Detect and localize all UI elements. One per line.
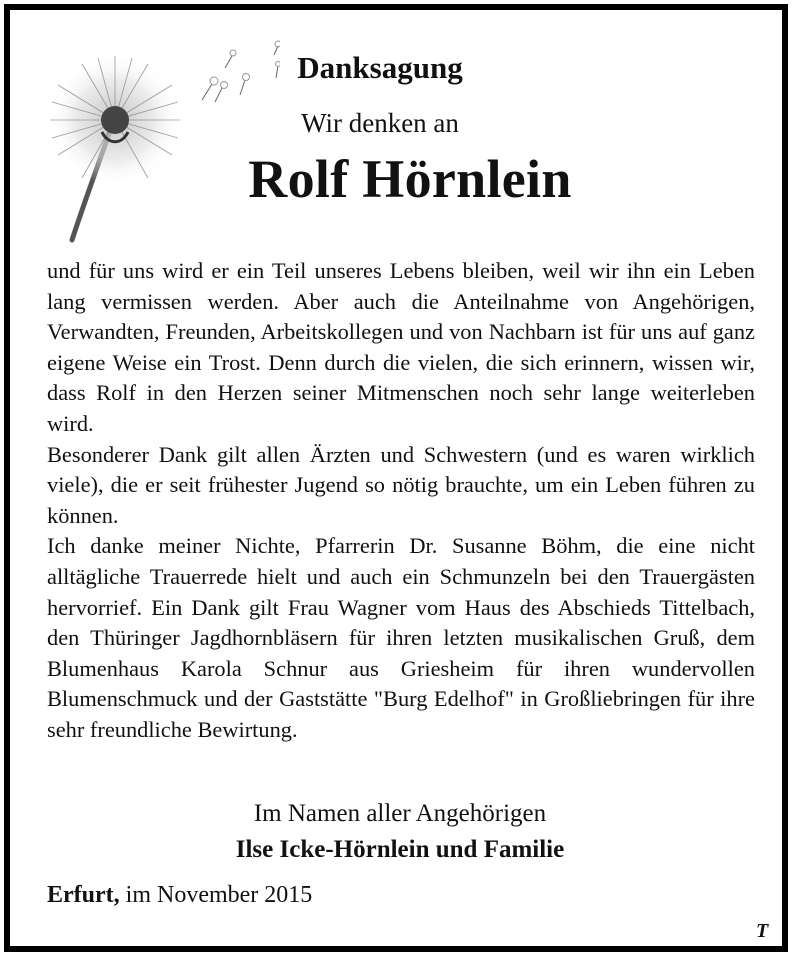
signature-family: Ilse Icke-Hörnlein und Familie: [235, 836, 565, 863]
body-paragraph: Ich danke meiner Nichte, Pfarrerin Dr. Susanne Böhm, die eine nicht alltägliche Trauerrede hielt und auch ein Schmunzeln bei den Trauergästen hervorrief. Ein Dank gilt Frau Wagner vom Haus des Abschieds Tittelbach, den Thüringer Jagdhornbläsern für ihren letzten musikalischen Gruß, dem Blumenhaus Karola Schnur aus Griesheim für ihren wundervollen Blumenschmuck und der Gaststätte "Burg Edelhof" in Großliebringen für ihre sehr freundliche Bewirtung.: [47, 533, 755, 742]
notice-date: im November 2015: [125, 882, 313, 908]
publisher-mark: T: [756, 920, 769, 942]
body-paragraph: Besonderer Dank gilt allen Ärzten und Schwestern (und es waren wirklich viele), die er seit frühester Jugend so nötig brauchte, um ein Leben führen zu können.: [47, 441, 755, 528]
place-city: Erfurt,: [47, 882, 120, 908]
signature-line: Im Namen aller Angehörigen: [253, 800, 547, 827]
notice-intro: Wir denken an: [301, 108, 459, 138]
body-paragraph: und für uns wird er ein Teil unseres Lebens bleiben, weil wir ihn ein Leben lang vermissen werden. Aber auch die Anteilnahme von Angehörigen, Verwandten, Freunden, Arbeitskollegen und von Nachbarn ist für uns auf ganz eigene Weise ein Trost. Denn durch die vielen, die sich erinnern, wissen wir, dass Rolf in den Herzen seiner Mitmenschen noch sehr lange weiterleben wird.: [47, 258, 755, 436]
notice-body: [47, 256, 755, 746]
notice-title: Danksagung: [297, 50, 463, 85]
place-date: [47, 882, 312, 909]
deceased-name: Rolf Hörnlein: [248, 149, 572, 209]
